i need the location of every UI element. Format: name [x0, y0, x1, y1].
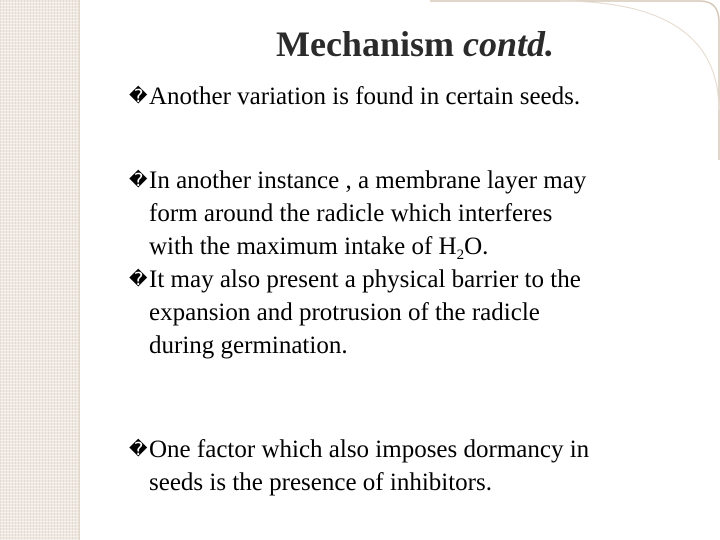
bullet-text: O.	[464, 233, 489, 260]
bullet-item-2	[129, 164, 689, 263]
title-main: Mechanism	[276, 24, 454, 64]
bullet-item-1	[129, 80, 689, 113]
slide-title	[0, 22, 720, 66]
bullet-icon: �	[129, 269, 148, 290]
decorative-side-strip	[0, 0, 80, 540]
bullet-text: during germination.	[149, 332, 348, 359]
bullet-icon: �	[129, 439, 148, 460]
bullet-item-4	[129, 433, 689, 499]
bullet-text-with-formula	[129, 230, 689, 263]
bullet-item-3	[129, 263, 689, 362]
bullet-text: form around the radicle which interferes	[149, 200, 553, 227]
bullet-icon: �	[129, 170, 148, 191]
bullet-text: In another instance , a membrane layer may	[149, 167, 587, 194]
subscript-two: 2	[456, 247, 465, 263]
bullet-text: Another variation is found in certain seeds.	[149, 83, 581, 110]
bullet-line	[129, 263, 689, 296]
bullet-text: seeds is the presence of inhibitors.	[149, 469, 492, 496]
bullet-icon: �	[129, 86, 148, 107]
bullet-text: with the maximum intake of H	[149, 233, 457, 260]
title-italic: contd.	[462, 24, 554, 64]
bullet-text: One factor which also imposes dormancy in	[149, 436, 590, 463]
bullet-text: expansion and protrusion of the radicle	[149, 299, 540, 326]
bullet-line	[129, 80, 689, 113]
bullet-line	[129, 433, 689, 466]
bullet-line	[129, 164, 689, 197]
bullet-text: It may also present a physical barrier to the	[149, 266, 581, 293]
